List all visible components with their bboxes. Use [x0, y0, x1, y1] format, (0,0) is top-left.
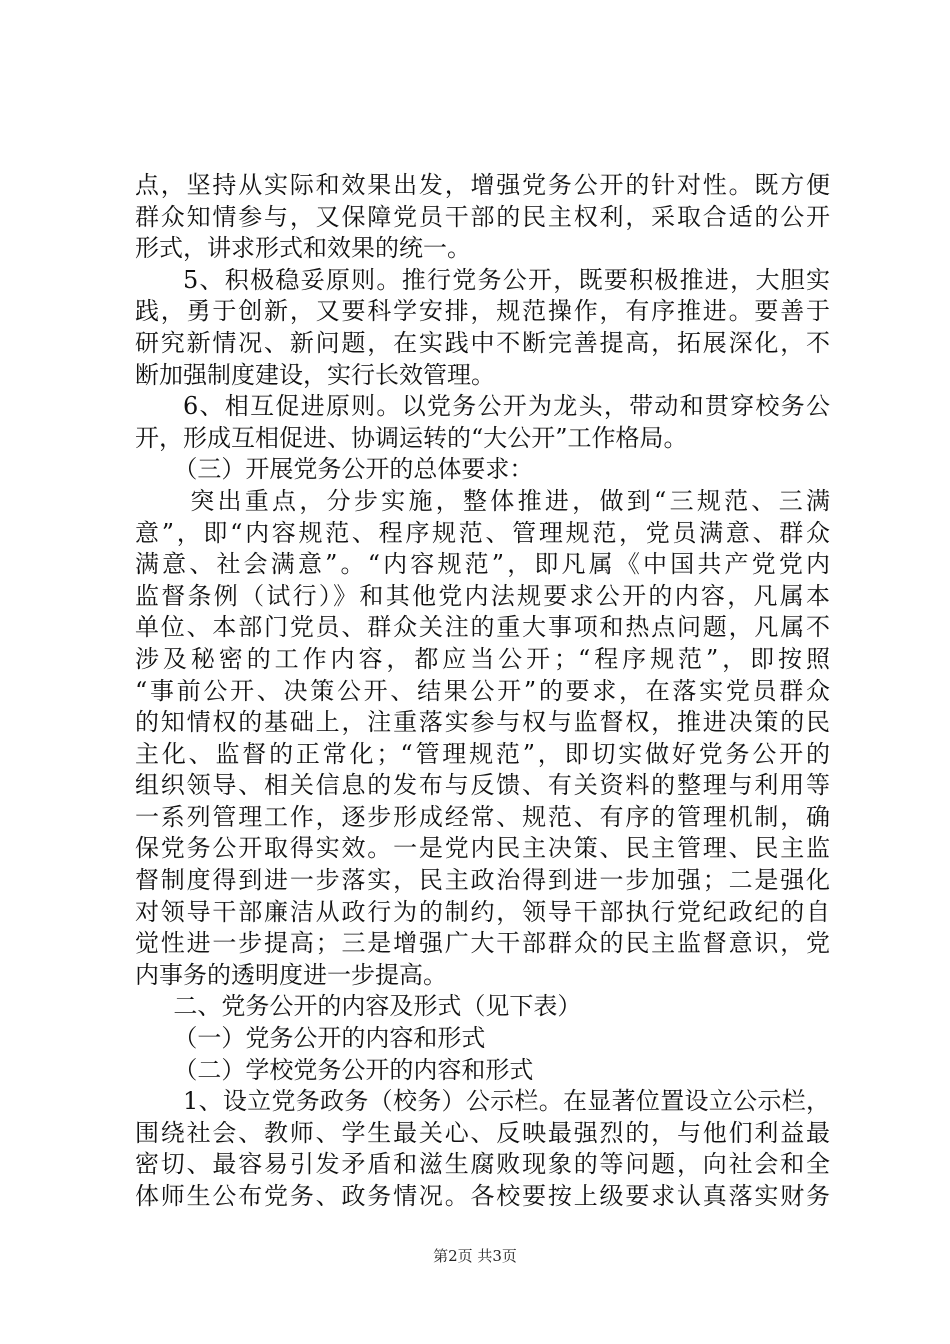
text-line: 5、积极稳妥原则。推行党务公开，既要积极推进，大胆实 [183, 265, 830, 294]
page-footer: 第2页 共3页 [433, 1247, 517, 1265]
text-line: 对领导干部廉洁从政行为的制约，领导干部执行党纪政纪的自 [135, 897, 830, 926]
document-body [135, 170, 830, 1213]
text-line: 保党务公开取得实效。一是党内民主决策、民主管理、民主监 [135, 834, 830, 863]
text-line: （三）开展党务公开的总体要求： [173, 455, 534, 484]
text-line: 意”，即“内容规范、程序规范、管理规范，党员满意、群众 [135, 518, 830, 547]
text-line: 单位、本部门党员、群众关注的重大事项和热点问题，凡属不 [135, 613, 830, 642]
text-line: 围绕社会、教师、学生最关心、反映最强烈的，与他们利益最 [135, 1118, 830, 1147]
text-line: 内事务的透明度进一步提高。 [135, 960, 447, 989]
text-line: 密切、最容易引发矛盾和滋生腐败现象的等问题，向社会和全 [135, 1150, 830, 1179]
text-line: 体师生公布党务、政务情况。各校要按上级要求认真落实财务 [135, 1182, 830, 1210]
text-line: 群众知情参与，又保障党员干部的民主权利，采取合适的公开 [135, 202, 830, 231]
text-line: 的知情权的基础上，注重落实参与权与监督权，推进决策的民 [135, 708, 830, 737]
text-line: 断加强制度建设，实行长效管理。 [135, 360, 495, 389]
text-line: 二、党务公开的内容及形式（见下表） [173, 992, 582, 1021]
text-line: 组织领导、相关信息的发布与反馈、有关资料的整理与利用等 [135, 771, 830, 800]
text-line: 监督条例（试行）》和其他党内法规要求公开的内容，凡属本 [135, 581, 830, 610]
text-line: 满意、社会满意”。“内容规范”，即凡属《中国共产党党内 [135, 550, 830, 579]
text-line: 点，坚持从实际和效果出发，增强党务公开的针对性。既方便 [135, 171, 830, 199]
text-line: 6、相互促进原则。以党务公开为龙头，带动和贯穿校务公 [183, 392, 830, 421]
text-line: 一系列管理工作，逐步形成经常、规范、有序的管理机制，确 [135, 802, 830, 831]
text-line: （一）党务公开的内容和形式 [173, 1024, 486, 1053]
text-line: 开，形成互相促进、协调运转的“大公开”工作格局。 [135, 423, 688, 452]
text-line: 形式，讲求形式和效果的统一。 [135, 234, 471, 263]
text-line: 1、设立党务政务（校务）公示栏。在显著位置设立公示栏， [183, 1087, 830, 1116]
text-line: 主化、监督的正常化；“管理规范”，即切实做好党务公开的 [135, 739, 830, 768]
text-line: 觉性进一步提高；三是增强广大干部群众的民主监督意识，党 [135, 929, 830, 958]
text-line: “事前公开、决策公开、结果公开”的要求，在落实党员群众 [135, 676, 830, 705]
text-line: 突出重点，分步实施，整体推进，做到“三规范、三满 [190, 486, 830, 515]
text-line: 督制度得到进一步落实，民主政治得到进一步加强；二是强化 [135, 866, 830, 895]
text-line: （二）学校党务公开的内容和形式 [173, 1055, 534, 1084]
text-line: 研究新情况、新问题，在实践中不断完善提高，拓展深化，不 [135, 328, 830, 357]
text-line: 践，勇于创新，又要科学安排，规范操作，有序推进。要善于 [135, 297, 830, 326]
text-line: 涉及秘密的工作内容，都应当公开；“程序规范”，即按照 [135, 644, 830, 673]
